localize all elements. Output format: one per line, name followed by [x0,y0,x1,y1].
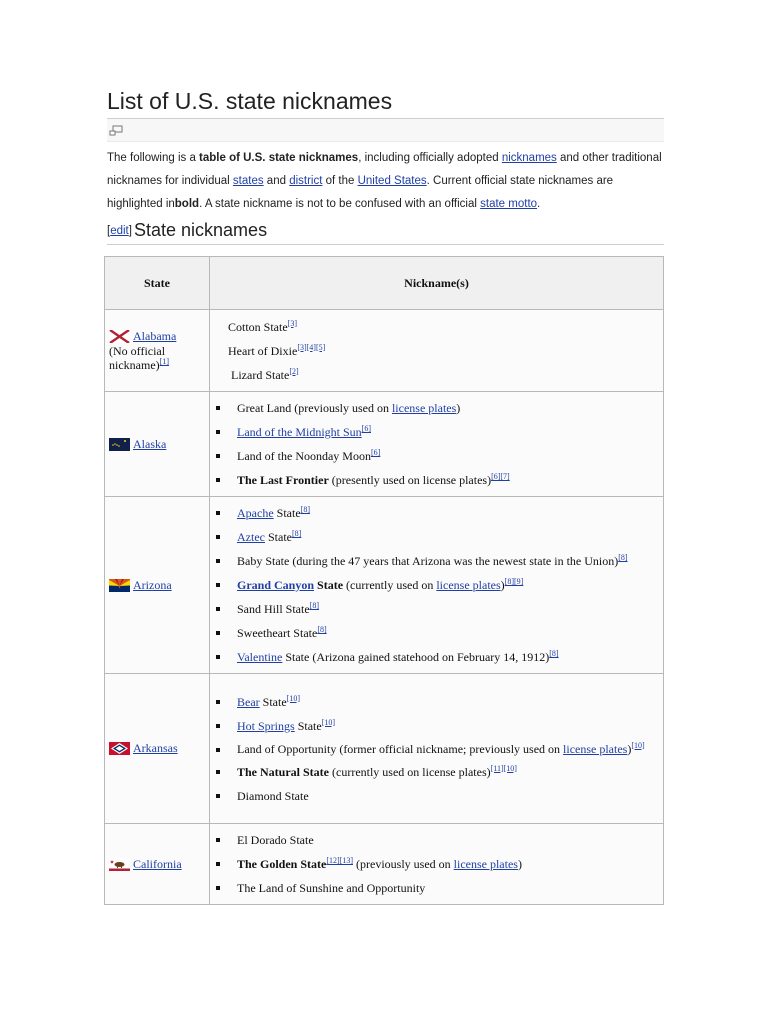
link-united-states[interactable]: United States [357,175,427,187]
bullet-icon [216,886,220,890]
edit-section: [edit] [107,225,132,237]
link-states[interactable]: states [232,175,264,187]
state-link-alabama[interactable]: Alabama [133,329,177,343]
list-item: Land of Opportunity (former official nickname; previously used on license plates)[10] [210,738,663,760]
bullet-icon [216,607,220,611]
bullet-icon [216,631,220,635]
ref-link[interactable]: [3] [287,318,297,328]
nickname-cell-california [210,824,664,905]
page-title: List of U.S. state nicknames [107,84,664,119]
link-license-plates[interactable]: license plates [453,857,518,871]
state-cell-alabama [105,310,210,392]
list-item: The Golden State[12][13] (previously used on license plates) [210,852,663,876]
list-item: Lizard State[2] [231,366,299,382]
table-row [105,392,664,497]
ref-link[interactable]: [10] [321,717,336,727]
bullet-icon [216,583,220,587]
toolbar [107,119,664,142]
bullet-icon [216,862,220,866]
section-heading: State nicknames [134,220,268,240]
list-item: Heart of Dixie[3][4][5] [228,342,326,358]
bullet-icon [216,406,220,410]
bullet-icon [216,478,220,482]
list-item: Cotton State[3] [228,318,297,334]
list-item: Aztec State[8] [210,525,663,549]
ref-link[interactable]: [8] [317,625,327,634]
bullet-icon [216,794,220,798]
bullet-icon [216,838,220,842]
list-item: Sand Hill State[8] [210,597,663,621]
table-row [105,497,664,674]
bullet-icon [216,430,220,434]
link-bear[interactable]: Bear [237,694,260,709]
link-district[interactable]: district [289,175,323,187]
bullet-icon [216,535,220,539]
list-item: Bear State[10] [210,690,663,714]
state-cell-arizona [105,497,210,674]
list-item: The Last Frontier (presently used on license plates)[6][7] [210,468,663,492]
list-item: Sweetheart State[8] [210,621,663,645]
alabama-flag-icon [109,330,130,343]
bullet-icon [216,454,220,458]
ref-link[interactable]: [8] [309,601,319,610]
link-license-plates[interactable]: license plates [563,741,628,756]
table-row [105,824,664,905]
bullet-icon [216,559,220,563]
article [107,84,664,245]
ref-link[interactable]: [8][9] [504,577,524,586]
link-midnight-sun[interactable]: Land of the Midnight Sun [237,425,362,439]
state-cell-arkansas [105,674,210,824]
bullet-icon [216,511,220,515]
state-nicknames-table [104,256,664,905]
list-item: Valentine State (Arizona gained statehood on February 14, 1912)[8] [210,645,663,669]
ref-link[interactable]: [11][10] [490,763,517,773]
table-header-row [105,257,664,310]
ref-link[interactable]: [2] [289,366,299,376]
intro-paragraph: The following is a table of U.S. state nicknames, including officially adopted nicknames and other traditional nicknames for individual states and district of the United States. Current official state nicknames are highlighted inbold. A state nickname is not to be confused with an official state motto. [107,152,662,210]
link-license-plates[interactable]: license plates [436,578,501,592]
state-link-arkansas[interactable]: Arkansas [133,741,178,755]
link-state-motto[interactable]: state motto [480,198,538,210]
table-row [105,674,664,824]
ref-link[interactable]: [8] [291,529,302,538]
state-note: (No official nickname)[1] [109,344,169,372]
list-item: Diamond State [210,784,663,808]
arkansas-flag-icon [109,742,130,755]
link-nicknames[interactable]: nicknames [501,152,557,164]
list-item: El Dorado State [210,828,663,852]
list-item: Hot Springs State[10] [210,714,663,738]
bullet-icon [216,700,220,704]
list-item [210,420,663,444]
link-aztec[interactable]: Aztec [237,530,265,544]
link-hot-springs[interactable]: Hot Springs [237,718,295,733]
edit-link[interactable]: edit [110,225,129,237]
link-grand-canyon[interactable]: Grand Canyon [237,578,315,592]
ref-link[interactable]: [3][4][5] [297,342,326,352]
header-nicknames: Nickname(s) [210,257,664,310]
state-cell-alaska [105,392,210,497]
state-link-california[interactable]: California [133,856,182,871]
link-apache[interactable]: Apache [237,506,274,520]
list-item: Great Land (previously used on license plates) [210,396,663,420]
nickname-cell-arizona [210,497,664,674]
nickname-cell-alaska [210,392,664,497]
alaska-flag-icon [109,438,130,451]
bullet-icon [216,724,220,728]
ref-link[interactable]: [12][13] [326,856,353,865]
ref-link[interactable]: [10] [631,740,645,750]
ref-link[interactable]: [10] [286,693,300,703]
link-license-plates[interactable]: license plates [391,401,457,415]
list-item: Land of the Noonday Moon[6] [210,444,663,468]
ref-link[interactable]: [8] [300,505,310,514]
ref-link[interactable]: [6] [370,448,381,457]
link-valentine[interactable]: Valentine [237,650,283,664]
table-row [105,310,664,392]
california-flag-icon [109,858,130,871]
list-item: Baby State (during the 47 years that Arizona was the newest state in the Union)[8] [210,549,663,573]
expand-icon[interactable] [109,125,123,137]
list-item: Grand Canyon State (currently used on license plates)[8][9] [210,573,663,597]
arizona-flag-icon [109,579,130,592]
state-link-arizona[interactable]: Arizona [133,577,172,592]
nickname-cell-alabama [210,310,664,392]
list-item: Apache State[8] [210,501,663,525]
list-item: The Natural State (currently used on license plates)[11][10] [210,760,663,784]
state-cell-california [105,824,210,905]
state-link-alaska[interactable]: Alaska [133,436,167,451]
header-state: State [105,257,210,310]
ref-link[interactable]: [6][7] [491,472,510,481]
bullet-icon [216,655,220,659]
ref-link[interactable]: [8] [618,553,628,562]
nickname-cell-arkansas [210,674,664,824]
list-item: The Land of Sunshine and Opportunity [210,876,663,900]
section-header [107,218,664,245]
ref-link[interactable]: [1] [159,357,169,366]
ref-link[interactable]: [6] [361,424,371,433]
ref-link[interactable]: [8] [549,649,559,658]
bullet-icon [216,770,220,774]
bullet-icon [216,748,220,752]
